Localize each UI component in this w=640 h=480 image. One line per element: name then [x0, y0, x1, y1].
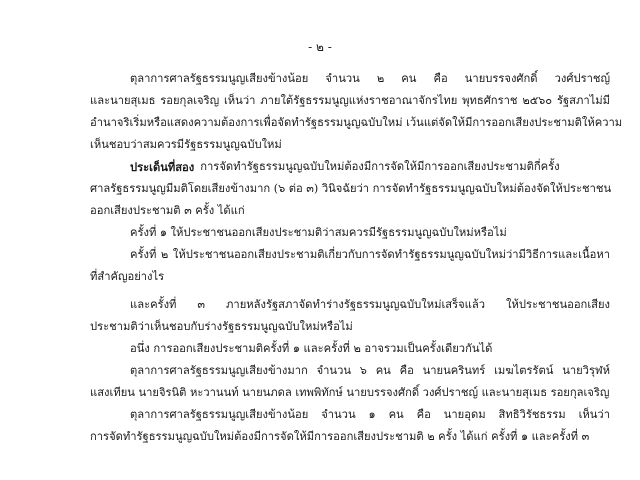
paragraph-line: ออกเสียงประชามติ ๓ ครั้ง ได้แก่	[90, 204, 245, 217]
paragraph-line: ครั้งที่ ๑ ให้ประชาชนออกเสียงประชามติว่าสมควรมีรัฐธรรมนูญฉบับใหม่หรือไม่	[130, 226, 507, 239]
paragraph-line: แสงเทียน นายจิรนิติ หะวานนท์ นายนภดล เทพพิทักษ์ นายบรรจงศักดิ์ วงศ์ปราชญ์ และนายสุเมธ รอยกุลเจริญ	[90, 386, 610, 399]
paragraph-line: อำนาจริเริ่มหรือแสดงความต้องการเพื่อจัดทำรัฐธรรมนูญฉบับใหม่ เว้นแต่จัดให้มีการออกเสียงประชามติให้ความ	[90, 116, 623, 129]
paragraph-line: ครั้งที่ ๒ ให้ประชาชนออกเสียงประชามติเกี่ยวกับการจัดทำรัฐธรรมนูญฉบับใหม่ว่ามีวิธีการและเนื้อหา	[130, 248, 610, 261]
paragraph-line: และครั้งที่ ๓ ภายหลังรัฐสภาจัดทำร่างรัฐธรรมนูญฉบับใหม่เสร็จแล้ว ให้ประชาชนออกเสียง	[130, 298, 610, 311]
paragraph-line: ตุลาการศาลรัฐธรรมนูญเสียงข้างมาก จำนวน ๖ คน คือ นายนครินทร์ เมฆไตรรัตน์ นายวิรุฬห์	[130, 364, 610, 377]
page-number: - ๒ -	[308, 40, 332, 54]
paragraph-line: เห็นชอบว่าสมควรมีรัฐธรรมนูญฉบับใหม่	[90, 138, 282, 151]
paragraph-line: ตุลาการศาลรัฐธรรมนูญเสียงข้างน้อย จำนวน ๒ คน คือ นายบรรจงศักดิ์ วงศ์ปราชญ์	[130, 72, 610, 85]
paragraph-line: ศาลรัฐธรรมนูญมีมติโดยเสียงข้างมาก (๖ ต่อ ๓) วินิจฉัยว่า การจัดทำรัฐธรรมนูญฉบับใหม่ต้องจัดให้ประชาชน	[90, 182, 612, 195]
paragraph-line: อนึ่ง การออกเสียงประชามติครั้งที่ ๑ และครั้งที่ ๒ อาจรวมเป็นครั้งเดียวกันได้	[130, 342, 493, 355]
paragraph-line: ที่สำคัญอย่างไร	[90, 270, 165, 283]
paragraph-line: ตุลาการศาลรัฐธรรมนูญเสียงข้างน้อย จำนวน ๑ คน คือ นายอุดม สิทธิวิรัชธรรม เห็นว่า	[130, 408, 610, 421]
paragraph-line: และนายสุเมธ รอยกุลเจริญ เห็นว่า ภายใต้รัฐธรรมนูญแห่งราชอาณาจักรไทย พุทธศักราช ๒๕๖๐ รัฐสภาไม่มี	[90, 94, 610, 107]
issue-heading-line	[130, 160, 610, 174]
paragraph-line: การจัดทำรัฐธรรมนูญฉบับใหม่ต้องมีการจัดให้มีการออกเสียงประชามติ ๒ ครั้ง ได้แก่ ครั้งที่ ๑ และครั้งที่ ๓	[90, 430, 590, 443]
paragraph-line: การจัดทำรัฐธรรมนูญฉบับใหม่ต้องมีการจัดให้มีการออกเสียงประชามติกี่ครั้ง	[200, 160, 560, 173]
paragraph-line: ประชามติว่าเห็นชอบกับร่างรัฐธรรมนูญฉบับใหม่หรือไม่	[90, 320, 353, 333]
issue-label: ประเด็นที่สอง	[130, 160, 195, 174]
